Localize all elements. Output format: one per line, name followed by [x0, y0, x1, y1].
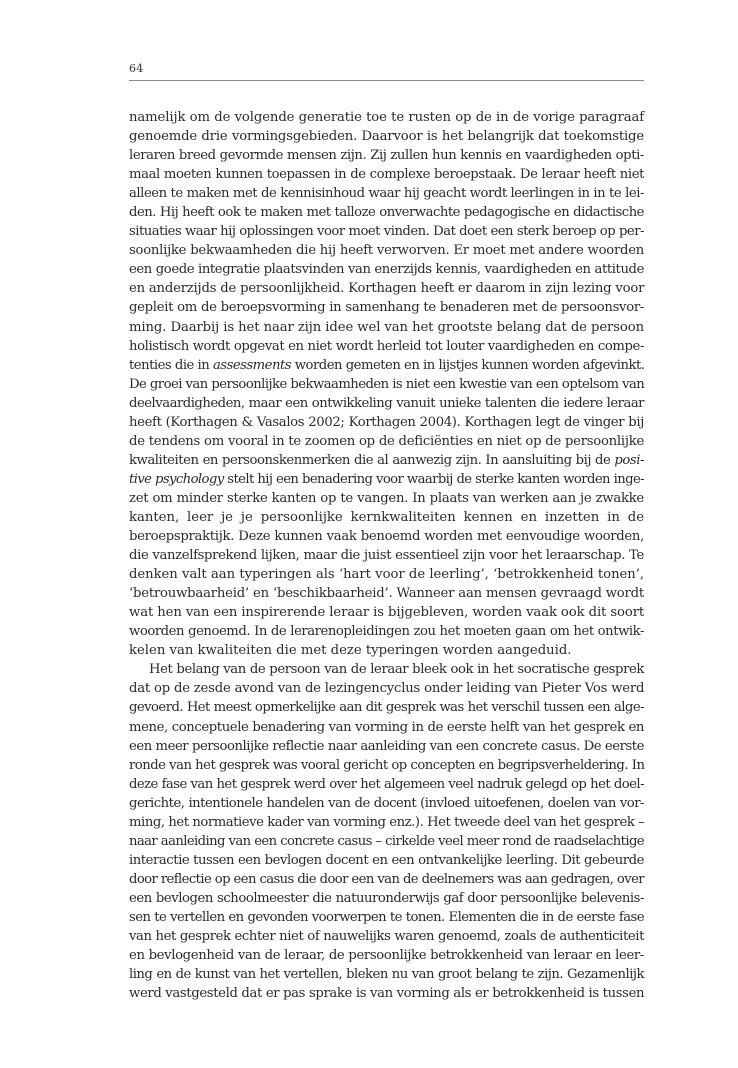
text-line: heeft (Korthagen & Vasalos 2002; Korthagen 2004). Korthagen legt de vinger bij: [129, 414, 644, 430]
text-line: door reflectie op een casus die door een van de deelnemers was aan gedragen, over: [129, 871, 644, 887]
text-line: dat op de zesde avond van de lezingencyclus onder leiding van Pieter Vos werd: [129, 681, 645, 697]
text-line: denken valt aan typeringen als ‘hart voor de leerling’, ‘betrokkenheid tonen’,: [129, 567, 644, 583]
text-line: een meer persoonlijke reflectie naar aanleiding van een concrete casus. De eerste: [129, 738, 644, 754]
text-line: mene, conceptuele benadering van vorming in de eerste helft van het gesprek en: [129, 719, 644, 735]
page-number: 64: [129, 62, 144, 75]
text-line: gevoerd. Het meest opmerkelijke aan dit gesprek was het verschil tussen een alge-: [129, 700, 644, 716]
text-line: ming. Daarbij is het naar zijn idee wel van het grootste belang dat de persoon: [129, 319, 644, 335]
text-line: gepleit om de beroepsvorming in samenhang te benaderen met de persoonsvor-: [129, 300, 644, 316]
text-line: ling en de kunst van het vertellen, bleken nu van groot belang te zijn. Gezamenlijk: [129, 967, 644, 983]
text-line: wat hen van een inspirerende leraar is bijgebleven, worden vaak ook dit soort: [129, 605, 645, 621]
text-line: tenties die in assessments worden gemeten en in lijstjes kunnen worden afgevinkt.: [129, 357, 645, 373]
text-line: naar aanleiding van een concrete casus – cirkelde veel meer rond de raadselachtige: [129, 833, 644, 849]
text-line: deelvaardigheden, maar een ontwikkeling vanuit unieke talenten die iedere leraar: [129, 395, 644, 411]
text-line: zet om minder sterke kanten op te vangen. In plaats van werken aan je zwakke: [129, 490, 644, 506]
text-line: van het gesprek echter niet of nauwelijks waren genoemd, zoals de authenticiteit: [129, 929, 644, 945]
text-line: holistisch wordt opgevat en niet wordt herleid tot louter vaardigheden en compe-: [129, 338, 644, 354]
italic-term: assessments: [212, 357, 292, 373]
text-line: en bevlogenheid van de leraar, de persoonlijke betrokkenheid van leraar en leer-: [129, 948, 644, 964]
text-line: ‘betrouwbaarheid’ en ‘beschikbaarheid’. Wanneer aan mensen gevraagd wordt: [129, 586, 644, 602]
text-line: situaties waar hij oplossingen voor moet vinden. Dat doet een sterk beroep op per-: [129, 224, 644, 240]
body-text: [129, 108, 644, 1003]
text-line: een bevlogen schoolmeester die natuuronderwijs gaf door persoonlijke belevenis-: [129, 890, 644, 906]
text-line: interactie tussen een bevlogen docent en een ontvankelijke leerling. Dit gebeurde: [129, 852, 644, 868]
text-line: die vanzelfsprekend lijken, maar die juist essentieel zijn voor het leraarschap. Te: [129, 548, 644, 564]
text-line: ming, het normatieve kader van vorming enz.). Het tweede deel van het gesprek –: [129, 814, 645, 830]
text-line: maal moeten kunnen toepassen in de complexe beroepstaak. De leraar heeft niet: [129, 167, 644, 183]
italic-term: tive psychology: [129, 471, 224, 487]
text-line: tive psychology stelt hij een benadering voor waarbij de sterke kanten worden inge-: [129, 471, 645, 487]
text-line: kwaliteiten en persoonskenmerken die al aanwezig zijn. In aansluiting bij de posi-: [129, 452, 644, 468]
text-line: gerichte, intentionele handelen van de docent (invloed uitoefenen, doelen van vor-: [129, 795, 644, 811]
text-line: soonlijke bekwaamheden die hij heeft verworven. Er moet met andere woorden: [129, 243, 644, 259]
text-line: sen te vertellen en gevonden voorwerpen te tonen. Elementen die in de eerste fase: [129, 909, 644, 925]
text-line: deze fase van het gesprek werd over het algemeen veel nadruk gelegd op het doel-: [129, 776, 644, 792]
text-line: Het belang van de persoon van de leraar bleek ook in het socratische gesprek: [149, 662, 644, 678]
text-line: ronde van het gesprek was vooral gericht op concepten en begripsverheldering. In: [129, 757, 645, 773]
text-line: werd vastgesteld dat er pas sprake is van vorming als er betrokkenheid is tussen: [129, 986, 645, 1002]
text-line: De groei van persoonlijke bekwaamheden is niet een kwestie van een optelsom van: [129, 376, 645, 392]
text-line: namelijk om de volgende generatie toe te rusten op de in de vorige paragraaf: [129, 110, 644, 125]
header-rule: [129, 80, 644, 81]
italic-term: posi-: [614, 452, 644, 468]
text-line: kelen van kwaliteiten die met deze typeringen worden aangeduid.: [129, 643, 572, 659]
text-line: kanten, leer je je persoonlijke kernkwaliteiten kennen en inzetten in de: [129, 509, 644, 525]
text-line: woorden genoemd. In de lerarenopleidingen zou het moeten gaan om het ontwik-: [129, 624, 644, 640]
text-line: beroepspraktijk. Deze kunnen vaak benoemd worden met eenvoudige woorden,: [129, 529, 644, 545]
text-line: een goede integratie plaatsvinden van enerzijds kennis, vaardigheden en attitude: [129, 262, 644, 278]
text-line: leraren breed gevormde mensen zijn. Zij zullen hun kennis en vaardigheden opti-: [129, 148, 644, 164]
text-line: en anderzijds de persoonlijkheid. Korthagen heeft er daarom in zijn lezing voor: [129, 281, 645, 297]
text-line: genoemde drie vormingsgebieden. Daarvoor is het belangrijk dat toekomstige: [129, 129, 644, 145]
text-line: den. Hij heeft ook te maken met talloze onverwachte pedagogische en didactische: [129, 205, 644, 221]
text-line: alleen te maken met de kennisinhoud waar hij geacht wordt leerlingen in in te lei-: [129, 186, 644, 202]
text-line: de tendens om vooral in te zoomen op de deficiënties en niet op de persoonlijke: [129, 433, 644, 449]
